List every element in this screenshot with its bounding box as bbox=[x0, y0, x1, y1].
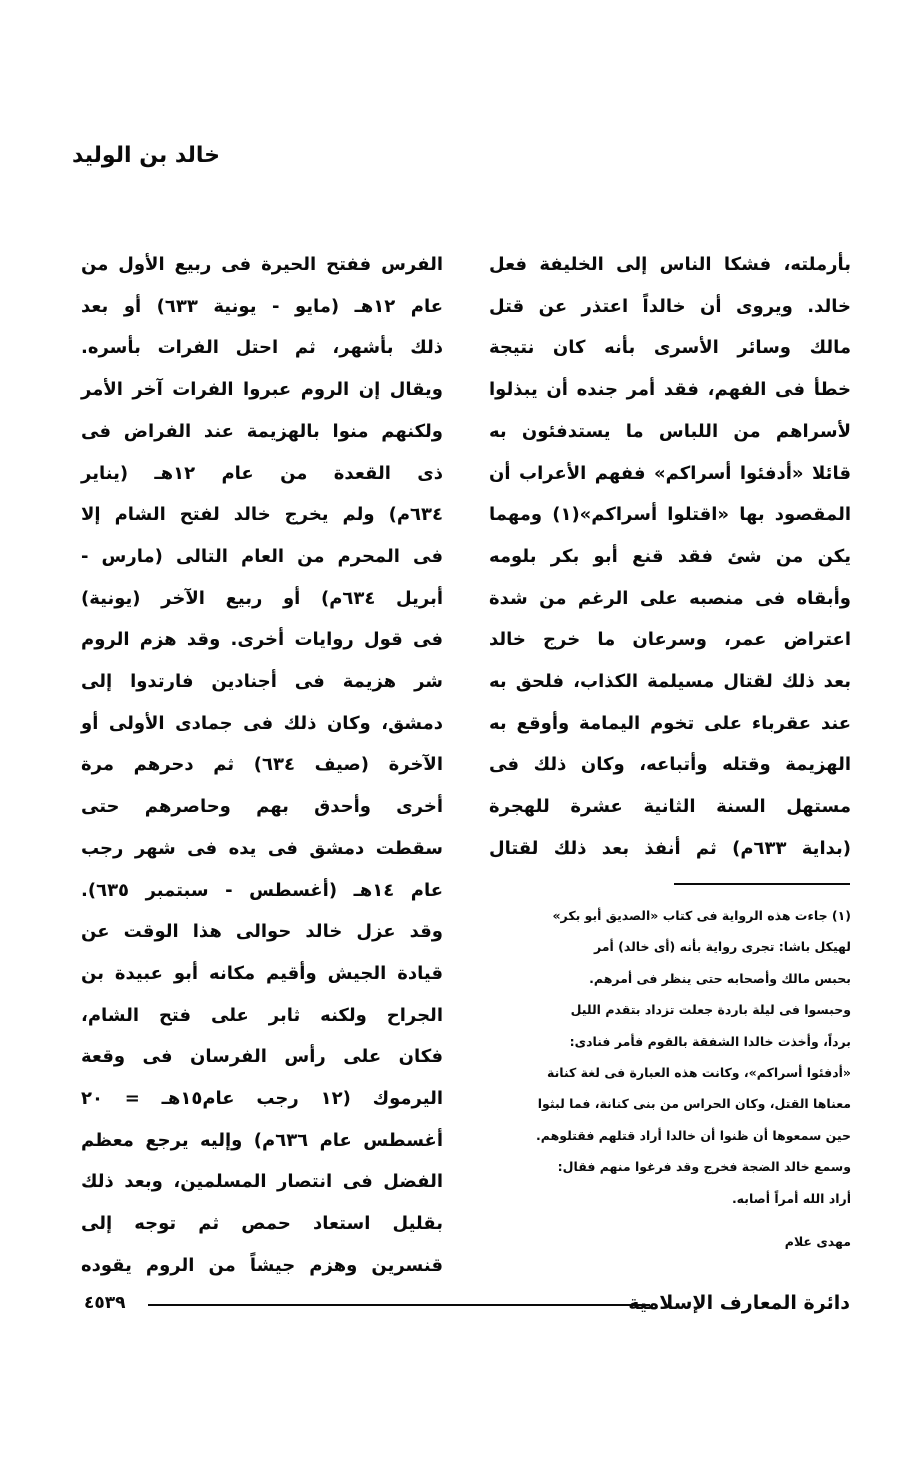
footer-rule bbox=[148, 1304, 650, 1306]
footnote-line: معناها القتل، وكان الحراس من بنى كنانة، فما لبثوا bbox=[537, 1096, 851, 1112]
text-line: يكن من شئ فقد قنع أبو بكر بلومه bbox=[489, 545, 851, 567]
footnote-line: برداً، وأخذت خالدا الشفقة بالقوم فأمر فنادى: bbox=[569, 1033, 851, 1049]
text-line: ذلك بأشهر، ثم احتل الفرات بأسره. bbox=[81, 337, 443, 359]
page-number: ٤٥٣٩ bbox=[84, 1293, 126, 1313]
text-line: فى المحرم من العام التالى (مارس - bbox=[81, 545, 443, 567]
text-line: فكان على رأس الفرسان فى وقعة bbox=[81, 1046, 443, 1068]
text-line: خطأ فى الفهم، فقد أمر جنده أن يبذلوا bbox=[489, 379, 851, 401]
text-line: عام ١٢هـ (مايو - يونية ٦٣٣) أو بعد bbox=[81, 295, 444, 317]
text-line: وأبقاه فى منصبه على الرغم من شدة bbox=[489, 587, 851, 609]
text-line: قائلا «أدفئوا أسراكم» ففهم الأعراب أن bbox=[489, 462, 851, 484]
text-line: مالك وسائر الأسرى بأنه كان نتيجة bbox=[489, 337, 851, 359]
text-line: الهزيمة وقتله وأتباعه، وكان ذلك فى bbox=[489, 754, 851, 776]
footnote-line: بحبس مالك وأصحابه حتى ينظر فى أمرهم. bbox=[589, 970, 851, 986]
text-line: الفرس ففتح الحيرة فى ربيع الأول من bbox=[81, 254, 443, 275]
footnote-signature: مهدى علام bbox=[784, 1234, 851, 1250]
text-line: أخرى وأحدق بهم وحاصرهم حتى bbox=[81, 796, 443, 818]
text-line: ولكنهم منوا بالهزيمة عند الفراض فى bbox=[81, 420, 443, 442]
footnote-line: حين سمعوها أن ظنوا أن خالدا أراد قتلهم فقتلوهم. bbox=[536, 1127, 851, 1143]
text-line: ذى القعدة من عام ١٢هـ (يناير bbox=[81, 462, 443, 484]
footer-title: دائرة المعارف الإسلامية bbox=[628, 1292, 850, 1314]
footnote-separator bbox=[674, 883, 850, 885]
text-line: سقطت دمشق فى يده فى شهر رجب bbox=[81, 837, 443, 859]
text-line: الجراح ولكنه ثابر على فتح الشام، bbox=[81, 1004, 443, 1026]
footnote-line: أراد الله أمراً أصابه. bbox=[731, 1190, 851, 1206]
text-line: اليرموك (١٢ رجب عام١٥هـ = ٢٠ bbox=[81, 1088, 443, 1110]
footnote-line: لهيكل باشا: تجرى رواية بأنه (أى خالد) أمر bbox=[593, 939, 851, 955]
text-line: الفضل فى انتصار المسلمين، وبعد ذلك bbox=[81, 1171, 443, 1193]
text-line: أبريل ٦٣٤م) أو ربيع الآخر (يونية) bbox=[81, 587, 443, 609]
page-footer bbox=[84, 1286, 850, 1320]
text-line: قيادة الجيش وأقيم مكانه أبو عبيدة بن bbox=[81, 962, 443, 984]
text-line: قنسرين وهزم جيشاً من الروم يقوده bbox=[81, 1254, 443, 1276]
footnote-line: وحبسوا فى ليلة باردة جعلت تزداد بتقدم الليل bbox=[570, 1002, 851, 1018]
footnote-line: «أدفئوا أسراكم»، وكانت هذه العبارة فى لغة كنانة bbox=[546, 1065, 851, 1081]
body-column-left bbox=[81, 244, 443, 1287]
footnote-line: (١) جاءت هذه الرواية فى كتاب «الصديق أبو بكر» bbox=[552, 908, 851, 923]
text-line: دمشق، وكان ذلك فى جمادى الأولى أو bbox=[81, 712, 443, 734]
body-column-right bbox=[489, 244, 851, 870]
text-line: عام ١٤هـ (أغسطس - سبتمبر ٦٣٥). bbox=[81, 879, 444, 901]
text-line: ويقال إن الروم عبروا الفرات آخر الأمر bbox=[81, 379, 443, 401]
text-line: عند عقرباء على تخوم اليمامة وأوقع به bbox=[489, 712, 851, 734]
footnote bbox=[491, 900, 851, 1257]
text-line: خالد. ويروى أن خالداً اعتذر عن قتل bbox=[489, 295, 851, 317]
text-line: مستهل السنة الثانية عشرة للهجرة bbox=[489, 796, 851, 818]
text-line: ٦٣٤م) ولم يخرج خالد لفتح الشام إلا bbox=[81, 504, 443, 526]
text-line: اعتراض عمر، وسرعان ما خرج خالد bbox=[489, 629, 851, 651]
running-head: خالد بن الوليد bbox=[71, 143, 220, 168]
text-line: شر هزيمة فى أجنادين فارتدوا إلى bbox=[81, 671, 443, 693]
footnote-line: وسمع خالد الضجة فخرج وقد فرغوا منهم فقال: bbox=[557, 1159, 851, 1175]
text-line: لأسراهم من اللباس ما يستدفئون به bbox=[489, 420, 851, 442]
text-line: الآخرة (صيف ٦٣٤) ثم دحرهم مرة bbox=[81, 754, 443, 776]
text-line: المقصود بها «اقتلوا أسراكم»(١) ومهما bbox=[489, 504, 851, 526]
text-line: بعد ذلك لقتال مسيلمة الكذاب، فلحق به bbox=[489, 671, 851, 693]
text-line: وقد عزل خالد حوالى هذا الوقت عن bbox=[81, 921, 443, 943]
text-line: فى قول روايات أخرى. وقد هزم الروم bbox=[81, 629, 443, 651]
text-line: بقليل استعاد حمص ثم توجه إلى bbox=[81, 1213, 443, 1235]
text-line: أغسطس عام ٦٣٦م) وإليه يرجع معظم bbox=[81, 1129, 443, 1151]
text-line: بأرملته، فشكا الناس إلى الخليفة فعل bbox=[489, 254, 851, 275]
text-line: (بداية ٦٣٣م) ثم أنفذ بعد ذلك لقتال bbox=[489, 837, 851, 859]
